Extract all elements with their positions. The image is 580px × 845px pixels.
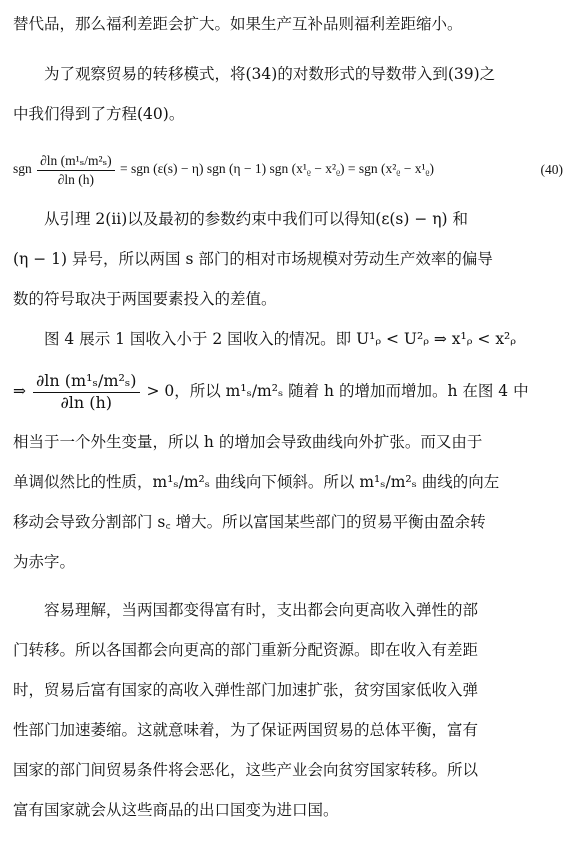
eq-numerator: ∂ln (m¹ₛ/m²ₛ)	[37, 153, 114, 171]
eq-fraction	[37, 153, 114, 187]
line-suffix: > 0，所以 m¹ₛ/m²ₛ 随着 h 的增加而增加。h 在图 4 中	[146, 382, 529, 400]
eq-sgn-label: sgn	[13, 161, 32, 177]
eq-rhs: = sgn (ε(s) − η) sgn (η − 1) sgn (x¹ᵨ − x²ᵨ) = sgn (x²ᵨ − x¹ᵨ)	[120, 161, 434, 177]
text-line: 单调似然比的性质，m¹ₛ/m²ₛ 曲线向下倾斜。所以 m¹ₛ/m²ₛ 曲线的向左	[13, 473, 500, 491]
text-line: 门转移。所以各国都会向更高的部门重新分配资源。即在收入有差距	[13, 641, 479, 659]
text-line: 富有国家就会从这些商品的出口国变为进口国。	[13, 801, 339, 819]
text-line: 为赤字。	[13, 553, 76, 571]
text-line: 移动会导致分割部门 s꜀ 增大。所以富国某些部门的贸易平衡由盈余转	[13, 513, 486, 531]
text-line: (η − 1) 异号，所以两国 s 部门的相对市场规模对劳动生产效率的偏导	[13, 250, 493, 268]
text-line-fraction	[13, 365, 567, 417]
fraction-denominator: ∂ln (h)	[60, 392, 113, 412]
text-line: 从引理 2(ii)以及最初的参数约束中我们可以得知(ε(s) − η) 和	[44, 210, 469, 228]
text-line: 替代品，那么福利差距会扩大。如果生产互补品则福利差距缩小。	[13, 15, 463, 33]
equation-body	[13, 153, 434, 187]
eq-denominator: ∂ln (h)	[57, 171, 95, 187]
text-line: 时，贸易后富有国家的高收入弹性部门加速扩张，贫穷国家低收入弹	[13, 681, 479, 699]
implies-symbol: ⇒	[13, 382, 26, 400]
inline-fraction	[33, 372, 140, 412]
fraction-numerator: ∂ln (m¹ₛ/m²ₛ)	[33, 372, 140, 392]
equation-number: (40)	[540, 162, 563, 177]
equation-40	[13, 146, 567, 194]
text-line: 中我们得到了方程(40)。	[13, 105, 185, 123]
text-line: 性部门加速萎缩。这就意味着，为了保证两国贸易的总体平衡，富有	[13, 721, 479, 739]
text-line: 国家的部门间贸易条件将会恶化，这些产业会向贫穷国家转移。所以	[13, 761, 479, 779]
text-line: 容易理解，当两国都变得富有时，支出都会向更高收入弹性的部	[44, 601, 479, 619]
text-line: 相当于一个外生变量，所以 h 的增加会导致曲线向外扩张。而又由于	[13, 433, 483, 451]
text-line: 为了观察贸易的转移模式，将(34)的对数形式的导数带入到(39)之	[44, 65, 496, 83]
text-line: 数的符号取决于两国要素投入的差值。	[13, 290, 277, 308]
text-line: 图 4 展示 1 国收入小于 2 国收入的情况。即 U¹ᵨ < U²ᵨ ⇒ x¹ᵨ < x²ᵨ	[44, 330, 517, 348]
